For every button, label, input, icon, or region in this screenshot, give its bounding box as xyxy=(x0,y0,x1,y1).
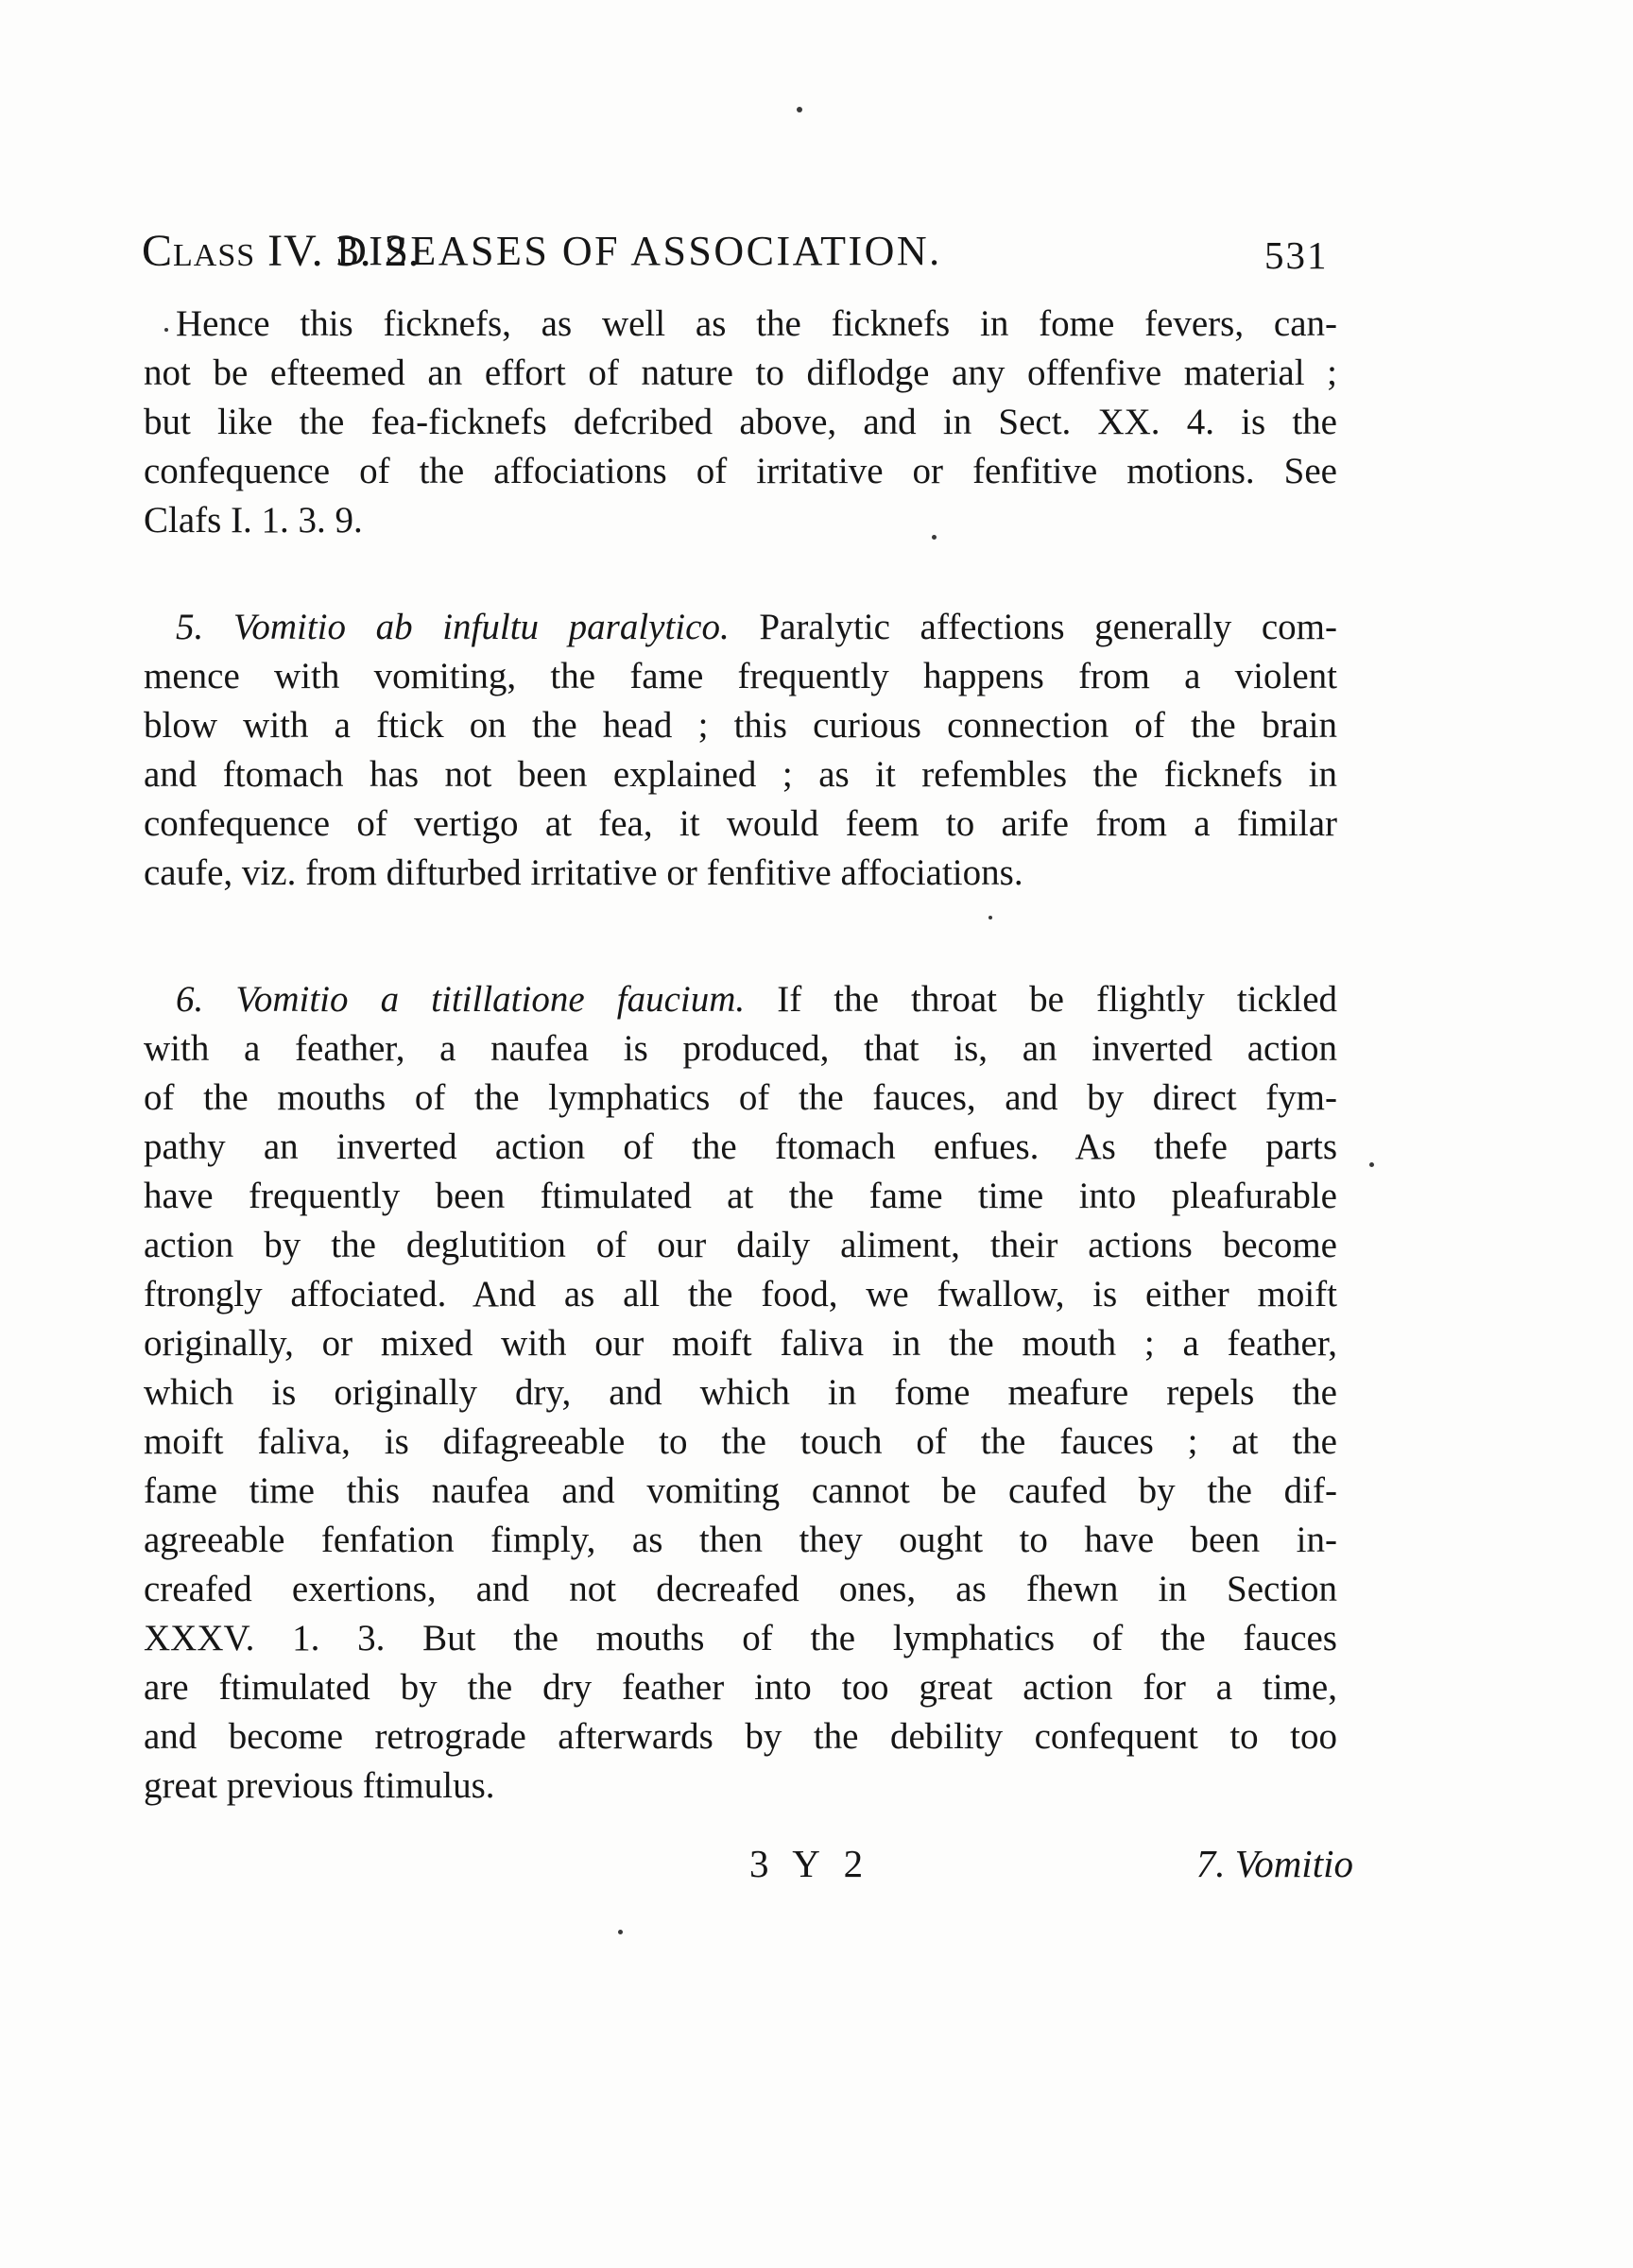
text-line xyxy=(144,398,1337,447)
text-segment: have frequently been ftimulated at the fame time into pleafurable xyxy=(144,1176,1337,1216)
text-segment: with a feather, a naufea is produced, that is, an inverted action xyxy=(144,1028,1337,1069)
class-label: Class IV. 3. 2. xyxy=(142,226,421,276)
text-segment: fame time this naufea and vomiting cannot be caufed by the dif- xyxy=(144,1470,1337,1511)
text-segment: and become retrograde afterwards by the debility confequent to too xyxy=(144,1716,1337,1757)
ink-speck xyxy=(932,535,937,540)
ink-speck xyxy=(988,916,992,919)
text-segment: agreeable fenfation fimply, as then they ought to have been in- xyxy=(144,1520,1337,1560)
text-segment: are ftimulated by the dry feather into too great action for a time, xyxy=(144,1667,1337,1708)
text-line xyxy=(144,652,1337,701)
text-segment: caufe, viz. from difturbed irritative or fenfitive affociations. xyxy=(144,852,1023,893)
ink-speck xyxy=(1369,1162,1374,1167)
text-segment: not be efteemed an effort of nature to diflodge any offenfive material ; xyxy=(144,352,1337,393)
ink-speck xyxy=(164,328,168,332)
text-line xyxy=(144,1123,1337,1172)
running-head xyxy=(0,225,1633,282)
text-segment: moift faliva, is difagreeable to the touch of the fauces ; at the xyxy=(144,1421,1337,1462)
printer-signature: 3 Y 2 xyxy=(749,1842,864,1885)
text-segment: If the throat be flightly tickled xyxy=(745,979,1337,1020)
text-line xyxy=(144,496,1337,545)
catchword: 7. Vomitio xyxy=(1195,1842,1353,1885)
text-line xyxy=(144,1172,1337,1221)
text-segment: action by the deglutition of our daily aliment, their actions become xyxy=(144,1225,1337,1265)
italic-text-segment: 6. Vomitio a titillatione faucium. xyxy=(176,979,746,1020)
text-line xyxy=(144,799,1337,849)
text-segment: ftrongly affociated. And as all the food, we fwallow, is either moift xyxy=(144,1274,1337,1314)
text-segment: pathy an inverted action of the ftomach enfues. As thefe parts xyxy=(144,1126,1337,1167)
text-line xyxy=(144,1467,1337,1516)
page-title: DISEASES OF ASSOCIATION. xyxy=(336,228,942,274)
text-line xyxy=(144,1761,1337,1811)
text-segment: great previous ftimulus. xyxy=(144,1765,495,1806)
text-segment: which is originally dry, and which in fome meafure repels the xyxy=(144,1372,1337,1413)
text-segment: XXXV. 1. 3. But the mouths of the lymphatics of the fauces xyxy=(144,1618,1337,1658)
text-segment: Paralytic affections generally com- xyxy=(729,607,1337,647)
text-line xyxy=(144,1074,1337,1123)
text-line xyxy=(144,750,1337,799)
text-line xyxy=(144,1024,1337,1074)
text-line xyxy=(144,849,1337,898)
paragraph-5-vomitio-ab-insultu-paralytico xyxy=(144,603,1337,898)
text-segment: but like the fea-ficknefs defcribed above, and in Sect. XX. 4. is the xyxy=(144,402,1337,442)
text-body xyxy=(144,300,1337,1811)
text-segment: Clafs I. 1. 3. 9. xyxy=(144,500,363,541)
text-line xyxy=(144,1565,1337,1614)
ink-speck xyxy=(618,1930,623,1934)
text-segment: and ftomach has not been explained ; as it refembles the ficknefs in xyxy=(144,754,1337,795)
page-number: 531 xyxy=(1264,233,1329,277)
text-line xyxy=(144,1516,1337,1565)
text-segment: blow with a ftick on the head ; this curious connection of the brain xyxy=(144,705,1337,746)
page-footer xyxy=(0,1841,1633,1898)
text-segment: of the mouths of the lymphatics of the fauces, and by direct fym- xyxy=(144,1077,1337,1118)
paragraph-6-vomitio-a-titillatione-faucium xyxy=(144,975,1337,1811)
text-segment: mence with vomiting, the fame frequently happens from a violent xyxy=(144,656,1337,696)
text-line xyxy=(144,1270,1337,1319)
text-line xyxy=(144,701,1337,750)
text-line xyxy=(144,1319,1337,1368)
text-line xyxy=(144,975,1337,1024)
text-line xyxy=(144,300,1337,349)
text-line xyxy=(144,1663,1337,1712)
text-segment: confequence of vertigo at fea, it would feem to arife from a fimilar xyxy=(144,803,1337,844)
text-line xyxy=(144,1614,1337,1663)
text-line xyxy=(144,1221,1337,1270)
text-line xyxy=(144,1418,1337,1467)
text-line xyxy=(144,603,1337,652)
text-line xyxy=(144,1712,1337,1761)
text-segment: confequence of the affociations of irritative or fenfitive motions. See xyxy=(144,451,1337,491)
text-segment: creafed exertions, and not decreafed ones, as fhewn in Section xyxy=(144,1569,1337,1609)
text-line xyxy=(144,349,1337,398)
text-line xyxy=(144,447,1337,496)
paragraph-sea-sickness xyxy=(144,300,1337,545)
italic-text-segment: 5. Vomitio ab infultu paralytico. xyxy=(176,607,730,647)
text-segment: originally, or mixed with our moift faliva in the mouth ; a feather, xyxy=(144,1323,1337,1364)
text-segment: Hence this ficknefs, as well as the ficknefs in fome fevers, can- xyxy=(176,303,1337,344)
ink-speck xyxy=(797,107,802,112)
text-line xyxy=(144,1368,1337,1418)
